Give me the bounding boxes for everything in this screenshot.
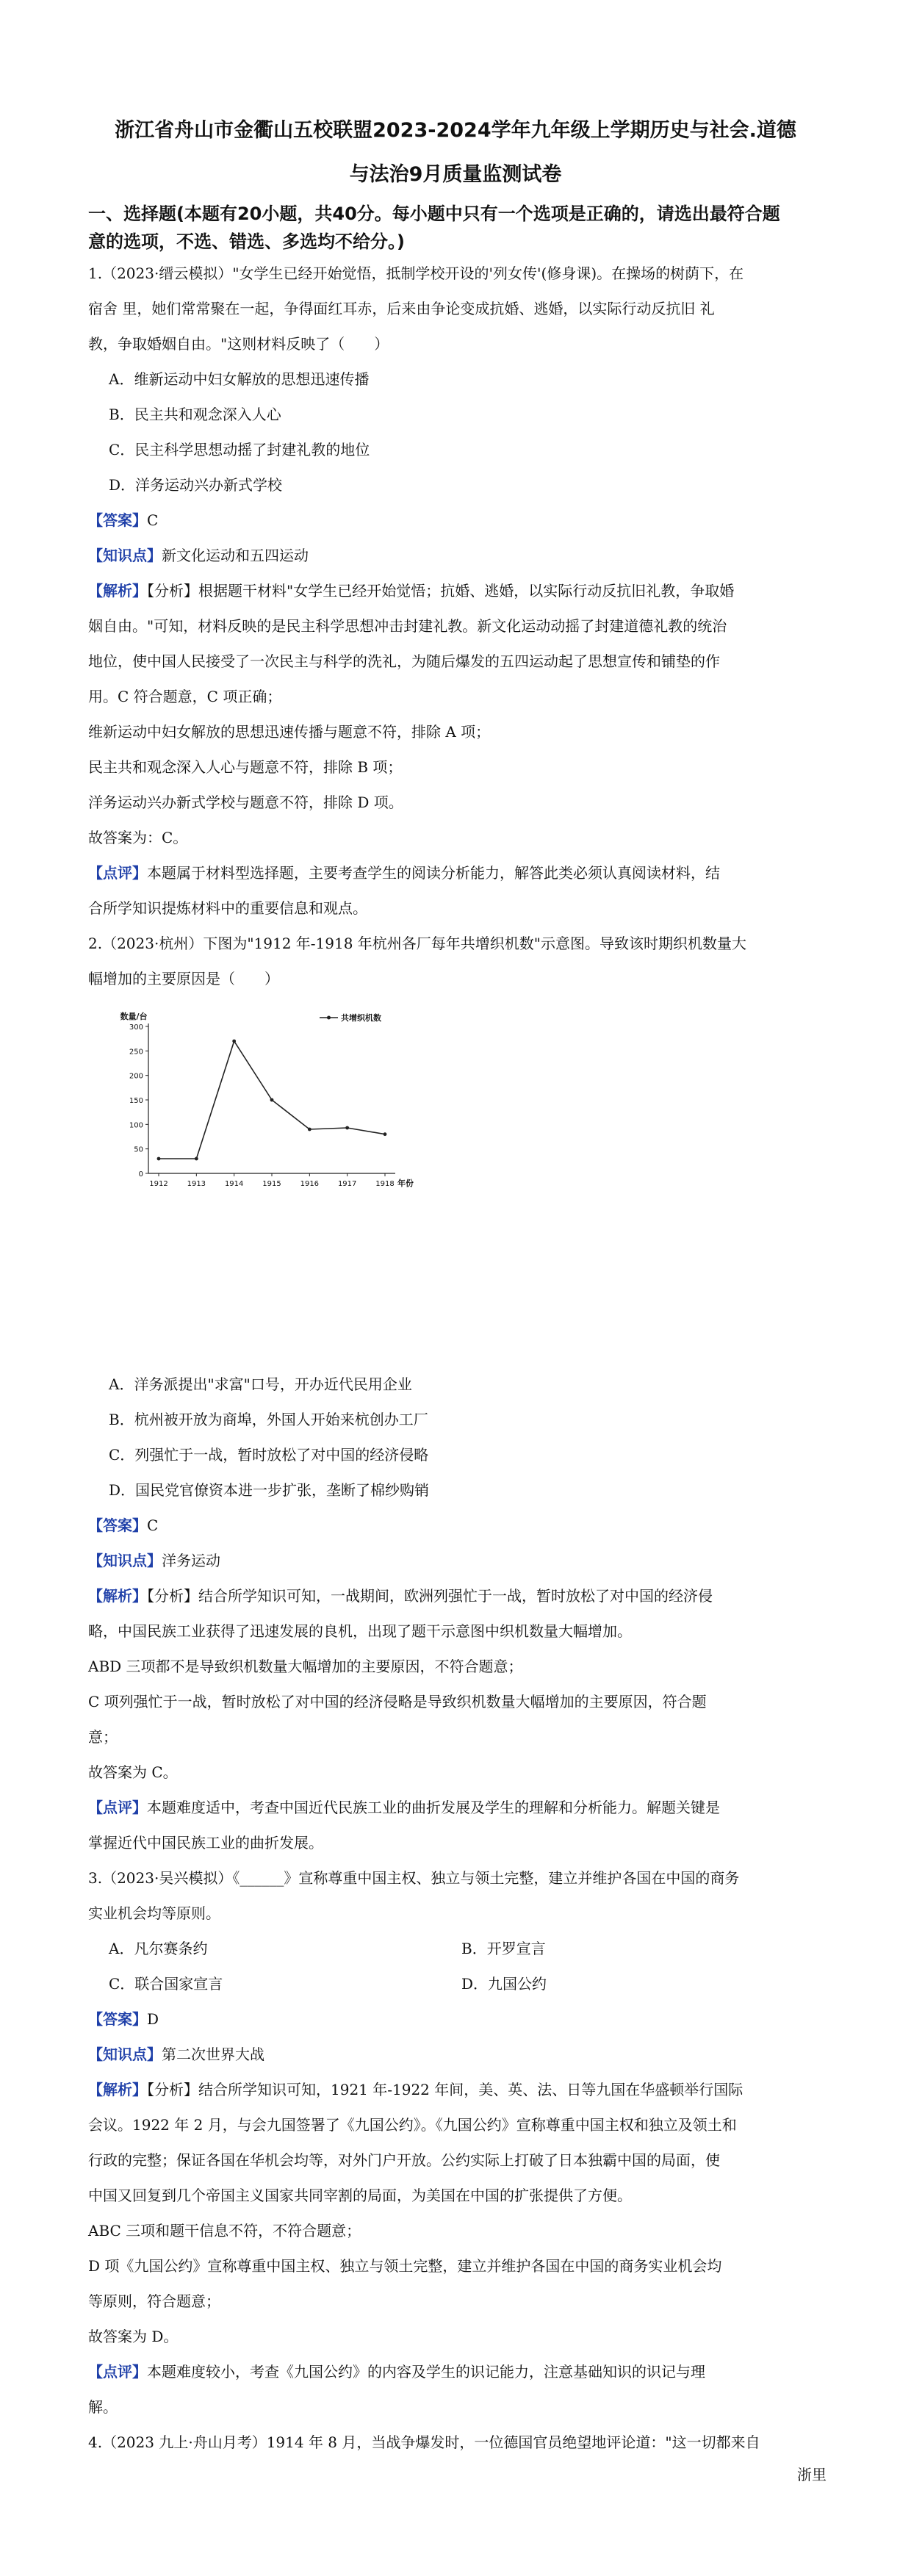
q3-knowledge-value: 第二次世界大战 — [162, 2046, 264, 2063]
q2-analysis-line — [88, 1578, 713, 1613]
q2-answer — [88, 1508, 158, 1543]
q2-stem-line: 2.（2023·杭州）下图为"1912 年-1918 年杭州各厂每年共增织机数"示意图。导致该时期织机数量大 — [88, 935, 747, 952]
q2-answer-value: C — [147, 1517, 159, 1534]
y-tick-label: 150 — [129, 1097, 143, 1105]
legend-label: 共增织机数 — [341, 1013, 381, 1023]
q3-comment-text: 本题难度较小，考查《九国公约》的内容及学生的识记能力，注意基础知识的识记与理 — [147, 2363, 705, 2381]
q1-analysis-line: 民主共和观念深入人心与题意不符，排除 B 项； — [88, 758, 403, 776]
doc-title-line2: 与法治9月质量监测试卷 — [349, 163, 562, 186]
q3-option-d: D．九国公约 — [461, 1975, 547, 1993]
answer-label: 【答案】 — [88, 511, 147, 529]
q1-stem-line: 教，争取婚姻自由。"这则材料反映了（ ） — [88, 335, 389, 353]
y-tick-label: 250 — [129, 1048, 143, 1057]
q3-analysis-text: 【分析】结合所学知识可知，1921 年-1922 年间，美、英、法、日等九国在华盛顿举行国际 — [147, 2081, 743, 2098]
q1-analysis-line — [88, 573, 734, 608]
q3-comment-line — [88, 2354, 705, 2389]
q1-analysis-line: 洋务运动兴办新式学校与题意不符，排除 D 项。 — [88, 794, 403, 811]
q1-answer-value: C — [147, 511, 159, 529]
q2-option-d: D．国民党官僚资本进一步扩张，垄断了棉纱购销 — [109, 1481, 430, 1499]
q3-knowledge — [88, 2037, 264, 2072]
y-axis-label: 数量/台 — [120, 1012, 148, 1021]
q1-option-c: C．民主科学思想动摇了封建礼教的地位 — [109, 441, 370, 458]
x-tick-label: 1912 — [149, 1180, 168, 1188]
q3-analysis-line: 等原则，符合题意； — [88, 2292, 220, 2310]
q3-analysis-line: 行政的完整；保证各国在华机会均等，对外门户开放。公约实际上打破了日本独霸中国的局面，使 — [88, 2151, 720, 2169]
data-point — [157, 1157, 161, 1161]
q3-analysis-line — [88, 2072, 743, 2107]
q2-analysis-text: 【分析】结合所学知识可知，一战期间，欧洲列强忙于一战，暂时放松了对中国的经济侵 — [147, 1587, 713, 1605]
doc-title-line1: 浙江省舟山市金衢山五校联盟2023-2024学年九年级上学期历史与社会.道德 — [115, 119, 796, 142]
analysis-label: 【解析】 — [88, 2081, 147, 2098]
q2-analysis-line: C 项列强忙于一战，暂时放松了对中国的经济侵略是导致织机数量大幅增加的主要原因，符合题 — [88, 1693, 707, 1710]
q2-analysis-line: 略，中国民族工业获得了迅速发展的良机，出现了题干示意图中织机数量大幅增加。 — [88, 1622, 632, 1640]
x-tick-label: 1916 — [300, 1180, 320, 1188]
q2-comment-line — [88, 1790, 720, 1825]
q3-option-b: B．开罗宣言 — [461, 1940, 546, 1957]
x-tick-label: 1917 — [337, 1180, 357, 1188]
q2-comment-text: 本题难度适中，考查中国近代民族工业的曲折发展及学生的理解和分析能力。解题关键是 — [147, 1799, 720, 1816]
q3-stem-line: 实业机会均等原则。 — [88, 1904, 220, 1922]
q2-option-c: C．列强忙于一战，暂时放松了对中国的经济侵略 — [109, 1446, 429, 1464]
comment-label: 【点评】 — [88, 864, 147, 882]
analysis-label: 【解析】 — [88, 1587, 147, 1605]
knowledge-label: 【知识点】 — [88, 1552, 162, 1569]
q3-answer — [88, 2001, 159, 2037]
q2-knowledge — [88, 1543, 220, 1578]
x-tick-label: 1913 — [187, 1180, 206, 1188]
q1-comment-line: 合所学知识提炼材料中的重要信息和观点。 — [88, 899, 367, 917]
q1-analysis-line: 地位，使中国人民接受了一次民主与科学的洗礼，为随后爆发的五四运动起了思想宣传和铺垫的作 — [88, 652, 720, 670]
q1-stem-line: 1.（2023·缙云模拟）"女学生已经开始觉悟，抵制学校开设的'列女传'(修身课)。在操场的树荫下，在 — [88, 265, 744, 282]
chart-svg — [110, 1004, 419, 1200]
q3-stem-line: 3.（2023·吴兴模拟）《______》宣称尊重中国主权、独立与领土完整，建立并维护各国在中国的商务 — [88, 1869, 740, 1887]
q1-knowledge — [88, 538, 309, 573]
y-tick-label: 50 — [134, 1145, 143, 1154]
q3-option-a: A．凡尔赛条约 — [109, 1940, 208, 1957]
x-tick-label: 1918 — [375, 1180, 395, 1188]
section-heading-line1: 一、选择题(本题有20小题，共40分。每小题中只有一个选项是正确的，请选出最符合题 — [88, 204, 780, 224]
q1-option-b: B．民主共和观念深入人心 — [109, 406, 281, 423]
q1-comment-line — [88, 855, 720, 891]
q1-analysis-text: 【分析】根据题干材料"女学生已经开始觉悟；抗婚、逃婚，以实际行动反抗旧礼教，争取婚 — [147, 582, 735, 600]
x-axis-label: 年份 — [397, 1179, 414, 1188]
data-point — [308, 1128, 312, 1132]
q2-analysis-line: 故答案为 C。 — [88, 1763, 178, 1781]
q2-analysis-line: 意； — [88, 1728, 118, 1746]
q3-analysis-line: 故答案为 D。 — [88, 2328, 179, 2345]
x-tick-label: 1915 — [262, 1180, 281, 1188]
q1-analysis-line: 用。C 符合题意，C 项正确； — [88, 688, 282, 705]
data-point — [195, 1157, 198, 1161]
answer-label: 【答案】 — [88, 2010, 147, 2028]
data-point — [232, 1040, 236, 1043]
q2-option-a: A．洋务派提出"求富"口号，开办近代民用企业 — [109, 1375, 412, 1393]
comment-label: 【点评】 — [88, 1799, 147, 1816]
y-tick-label: 300 — [129, 1023, 143, 1032]
comment-label: 【点评】 — [88, 2363, 147, 2381]
q3-comment-line: 解。 — [88, 2398, 118, 2416]
q1-comment-text: 本题属于材料型选择题，主要考查学生的阅读分析能力，解答此类必须认真阅读材料，结 — [147, 864, 720, 882]
data-point — [384, 1132, 387, 1136]
q3-analysis-line: 会议。1922 年 2 月，与会九国签署了《九国公约》。《九国公约》宣称尊重中国主权和独立及领土和 — [88, 2116, 737, 2134]
q3-option-c: C．联合国家宣言 — [109, 1975, 223, 1993]
q3-analysis-line: D 项《九国公约》宣称尊重中国主权、独立与领土完整，建立并维护各国在中国的商务实业机会均 — [88, 2257, 722, 2275]
analysis-label: 【解析】 — [88, 582, 147, 600]
q2-comment-line: 掌握近代中国民族工业的曲折发展。 — [88, 1834, 323, 1852]
q2-analysis-line: ABD 三项都不是导致织机数量大幅增加的主要原因，不符合题意； — [88, 1658, 523, 1675]
knowledge-label: 【知识点】 — [88, 2046, 162, 2063]
legend-marker — [327, 1016, 331, 1020]
data-point — [345, 1126, 349, 1130]
q1-stem-line: 宿舍 里，她们常常聚在一起，争得面红耳赤，后来由争论变成抗婚、逃婚，以实际行动反抗旧 礼 — [88, 300, 715, 317]
section-heading-line2: 意的选项，不选、错选、多选均不给分。) — [88, 231, 405, 252]
q1-analysis-line: 姻自由。"可知，材料反映的是民主科学思想冲击封建礼教。新文化运动动摇了封建道德礼教的统治 — [88, 617, 727, 635]
q1-option-d: D．洋务运动兴办新式学校 — [109, 476, 283, 494]
q1-analysis-line: 故答案为：C。 — [88, 829, 188, 846]
q3-answer-value: D — [147, 2010, 159, 2028]
y-tick-label: 100 — [129, 1121, 143, 1130]
q2-stem-line: 幅增加的主要原因是（ ） — [88, 970, 279, 987]
q3-analysis-line: 中国又回复到几个帝国主义国家共同宰割的局面，为美国在中国的扩张提供了方便。 — [88, 2187, 632, 2204]
q3-analysis-line: ABC 三项和题干信息不符，不符合题意； — [88, 2222, 361, 2239]
q4-stem-line: 4.（2023 九上·舟山月考）1914 年 8 月，当战争爆发时，一位德国官员绝望地评论道："这一切都来自 — [88, 2433, 760, 2451]
q1-knowledge-value: 新文化运动和五四运动 — [162, 547, 309, 564]
x-tick-label: 1914 — [224, 1180, 244, 1188]
q1-option-a: A．维新运动中妇女解放的思想迅速传播 — [109, 370, 370, 388]
answer-label: 【答案】 — [88, 1517, 147, 1534]
data-point — [270, 1098, 274, 1102]
q1-answer — [88, 503, 158, 538]
q2-knowledge-value: 洋务运动 — [162, 1552, 220, 1569]
q2-option-b: B．杭州被开放为商埠，外国人开始来杭创办工厂 — [109, 1411, 428, 1428]
y-tick-label: 0 — [138, 1170, 143, 1179]
knowledge-label: 【知识点】 — [88, 547, 162, 564]
loom-line-chart — [110, 1004, 419, 1200]
corner-text: 浙里 — [797, 2466, 827, 2483]
q1-analysis-line: 维新运动中妇女解放的思想迅速传播与题意不符，排除 A 项； — [88, 723, 491, 741]
y-tick-label: 200 — [129, 1072, 143, 1081]
